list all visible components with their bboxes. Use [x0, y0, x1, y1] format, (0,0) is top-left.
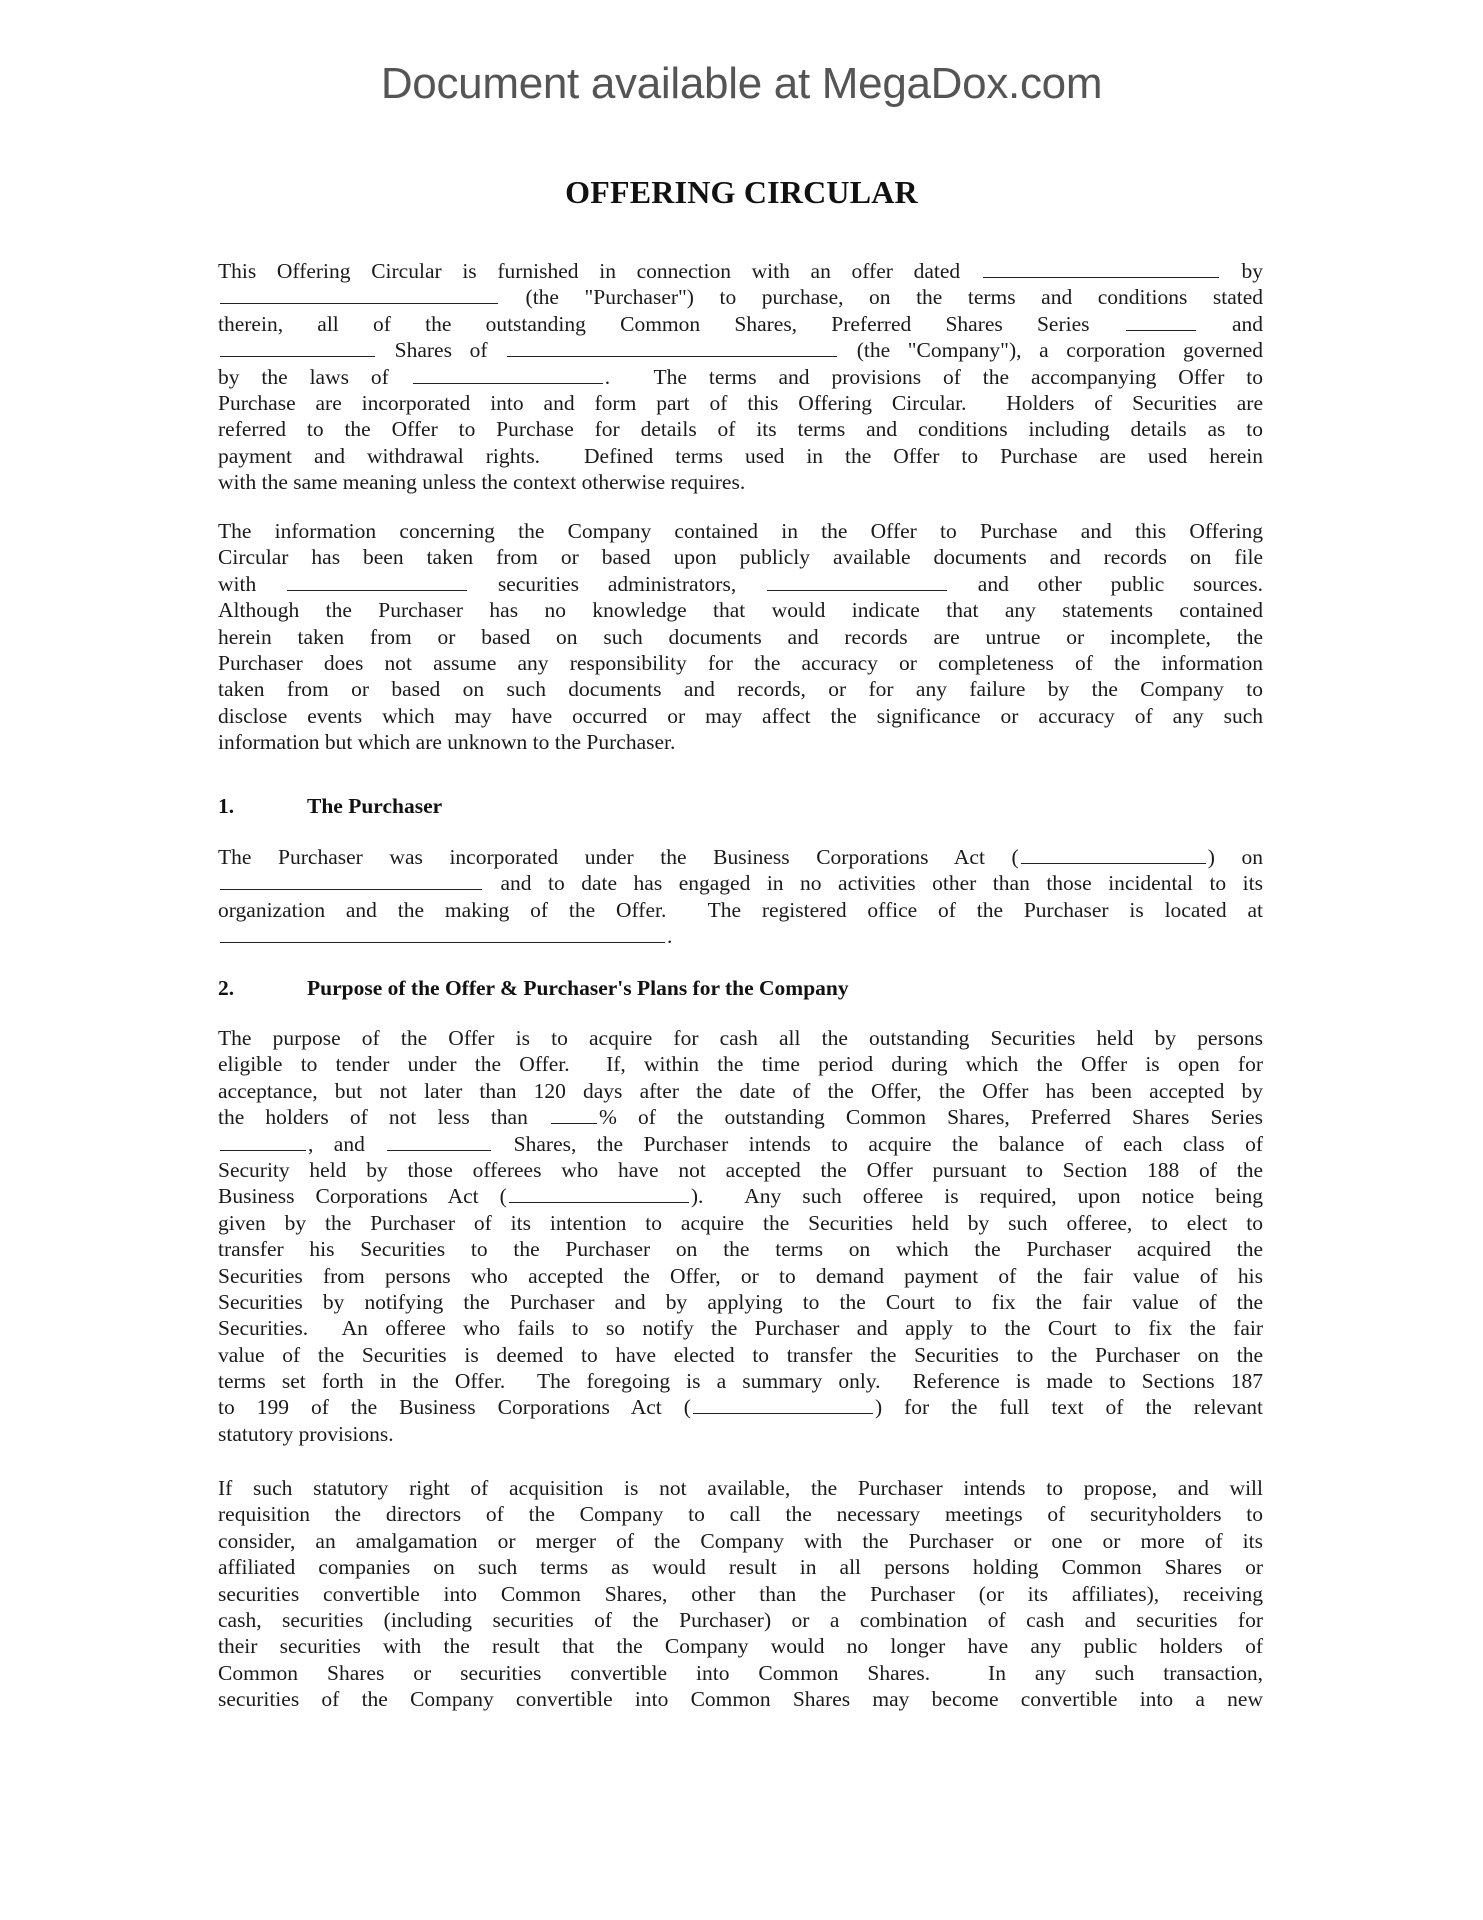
text-run: by the laws of — [218, 364, 411, 389]
text-run: taken from or based on such documents and records, or for any failure by the Company to — [218, 677, 1263, 702]
fill-in-blank[interactable] — [509, 1184, 689, 1203]
fill-in-blank[interactable] — [767, 572, 947, 591]
text-line — [218, 1342, 1263, 1368]
text-run: information but which are unknown to the Purchaser. — [218, 730, 676, 755]
text-run: by — [1220, 259, 1263, 283]
text-line — [218, 390, 1263, 416]
text-run: Although the Purchaser has no knowledge that would indicate that any statements contained — [218, 598, 1263, 623]
text-run: securities of the Company convertible into Common Shares may become convertible into a new — [218, 1687, 1263, 1712]
text-run: ) for the full text of the relevant — [874, 1395, 1263, 1420]
text-run: Purchase are incorporated into and form part of this Offering Circular. Holders of Securities are — [218, 390, 1263, 415]
text-run: their securities with the result that the Company would no longer have any public holders of — [218, 1634, 1263, 1659]
text-run: If such statutory right of acquisition is not available, the Purchaser intends to propose, and will — [218, 1476, 1263, 1500]
section-number: 1. — [218, 794, 235, 818]
text-line — [218, 518, 1263, 544]
text-run: therein, all of the outstanding Common Shares, Preferred Shares Series — [218, 311, 1124, 336]
text-run: , and — [308, 1131, 386, 1156]
paragraph-purchaser — [218, 844, 1263, 950]
text-line — [218, 676, 1263, 702]
paragraph-information — [218, 518, 1263, 756]
text-line — [218, 1157, 1263, 1183]
text-line — [218, 416, 1263, 442]
fill-in-blank[interactable] — [220, 1132, 306, 1151]
fill-in-blank[interactable] — [413, 365, 603, 384]
paragraph-intro — [218, 258, 1263, 496]
text-run: eligible to tender under the Offer. If, within the time period during which the Offer is open for — [218, 1052, 1263, 1077]
text-run: and — [1197, 311, 1263, 336]
text-run: Circular has been taken from or based upon publicly available documents and records on file — [218, 545, 1263, 570]
fill-in-blank[interactable] — [551, 1105, 597, 1124]
text-line — [218, 1501, 1263, 1527]
text-run: Shares, the Purchaser intends to acquire the balance of each class of — [493, 1131, 1263, 1156]
fill-in-blank[interactable] — [507, 338, 837, 357]
text-run: % of the outstanding Common Shares, Preferred Shares Series — [598, 1105, 1263, 1130]
fill-in-blank[interactable] — [220, 924, 665, 943]
text-line — [218, 258, 1263, 284]
text-line — [218, 364, 1263, 390]
text-line — [218, 1183, 1263, 1209]
text-run: . The terms and provisions of the accompanying Offer to — [604, 364, 1264, 389]
text-run: The purpose of the Offer is to acquire for cash all the outstanding Securities held by persons — [218, 1026, 1263, 1050]
text-run: with — [218, 571, 286, 596]
text-line — [218, 1421, 1263, 1447]
text-run: consider, an amalgamation or merger of the Company with the Purchaser or one or more of its — [218, 1528, 1263, 1553]
text-line — [218, 1633, 1263, 1659]
text-line — [218, 1528, 1263, 1554]
text-run: requisition the directors of the Company to call the necessary meetings of securityholders to — [218, 1502, 1263, 1527]
fill-in-blank[interactable] — [387, 1132, 491, 1151]
text-run: acceptance, but not later than 120 days after the date of the Offer, the Offer has been accepted by — [218, 1078, 1263, 1103]
text-line — [218, 571, 1263, 597]
text-run: herein taken from or based on such documents and records are untrue or incomplete, the — [218, 624, 1263, 649]
text-run: The Purchaser was incorporated under the Business Corporations Act ( — [218, 845, 1019, 869]
fill-in-blank[interactable] — [693, 1395, 873, 1414]
text-line — [218, 1686, 1263, 1712]
text-run: (the "Purchaser") to purchase, on the terms and conditions stated — [500, 285, 1263, 310]
text-run: The information concerning the Company contained in the Offer to Purchase and this Offering — [218, 519, 1263, 543]
section-number: 2. — [218, 976, 235, 1000]
text-run: securities convertible into Common Shares, other than the Purchaser (or its affiliates), receiving — [218, 1581, 1263, 1606]
text-line — [218, 870, 1263, 896]
text-run: securities administrators, — [469, 571, 765, 596]
text-run: organization and the making of the Offer. The registered office of the Purchaser is located at — [218, 897, 1263, 922]
text-line — [218, 1078, 1263, 1104]
text-run: value of the Securities is deemed to have elected to transfer the Securities to the Purchaser on the — [218, 1342, 1263, 1367]
text-run: . — [667, 924, 673, 949]
text-line — [218, 1263, 1263, 1289]
fill-in-blank[interactable] — [220, 338, 375, 357]
text-line — [218, 1210, 1263, 1236]
text-run: the holders of not less than — [218, 1105, 549, 1130]
text-line — [218, 544, 1263, 570]
text-line — [218, 469, 1263, 495]
text-line — [218, 844, 1263, 870]
text-line — [218, 1236, 1263, 1262]
text-line — [218, 1289, 1263, 1315]
text-line — [218, 1660, 1263, 1686]
text-run: Shares of — [377, 338, 506, 363]
text-line — [218, 729, 1263, 755]
fill-in-blank[interactable] — [1126, 312, 1196, 331]
text-run: This Offering Circular is furnished in connection with an offer dated — [218, 259, 981, 283]
text-line — [218, 1394, 1263, 1420]
text-line — [218, 1025, 1263, 1051]
text-run: Security held by those offerees who have not accepted the Offer pursuant to Section 188 of the — [218, 1157, 1263, 1182]
text-line — [218, 1554, 1263, 1580]
fill-in-blank[interactable] — [983, 259, 1219, 278]
text-run: ) on — [1207, 845, 1263, 869]
text-run: disclose events which may have occurred or may affect the significance or accuracy of any such — [218, 703, 1263, 728]
text-run: and other public sources. — [949, 571, 1263, 596]
text-run: statutory provisions. — [218, 1421, 394, 1446]
fill-in-blank[interactable] — [1021, 845, 1206, 864]
text-run: given by the Purchaser of its intention to acquire the Securities held by such offeree, to elect to — [218, 1210, 1263, 1235]
megadox-watermark: Document available at MegaDox.com — [380, 59, 1103, 108]
text-line — [218, 1104, 1263, 1130]
text-run: payment and withdrawal rights. Defined terms used in the Offer to Purchase are used herein — [218, 443, 1263, 468]
fill-in-blank[interactable] — [220, 285, 498, 304]
text-run: transfer his Securities to the Purchaser on the terms on which the Purchaser acquired the — [218, 1237, 1263, 1262]
text-run: Business Corporations Act ( — [218, 1184, 507, 1209]
text-line — [218, 1131, 1263, 1157]
text-run: with the same meaning unless the context otherwise requires. — [218, 470, 746, 495]
text-run: cash, securities (including securities of the Purchaser) or a combination of cash and securities for — [218, 1607, 1263, 1632]
fill-in-blank[interactable] — [220, 871, 482, 890]
paragraph-statutory-right — [218, 1475, 1263, 1713]
text-line — [218, 597, 1263, 623]
text-line — [218, 443, 1263, 469]
text-run: and to date has engaged in no activities other than those incidental to its — [484, 871, 1263, 896]
text-line — [218, 1051, 1263, 1077]
text-line — [218, 1368, 1263, 1394]
text-line — [218, 1315, 1263, 1341]
text-line — [218, 624, 1263, 650]
text-run: Securities from persons who accepted the Offer, or to demand payment of the fair value of his — [218, 1263, 1263, 1288]
text-run: terms set forth in the Offer. The foregoing is a summary only. Reference is made to Sections 187 — [218, 1369, 1263, 1394]
text-line — [218, 1607, 1263, 1633]
text-run: ). Any such offeree is required, upon notice being — [690, 1184, 1263, 1209]
text-line — [218, 923, 1263, 949]
text-run: Common Shares or securities convertible into Common Shares. In any such transaction, — [218, 1660, 1263, 1685]
text-run: Securities. An offeree who fails to so notify the Purchaser and apply to the Court to fix the fair — [218, 1316, 1263, 1341]
text-line — [218, 703, 1263, 729]
text-line — [218, 1475, 1263, 1501]
paragraph-purpose — [218, 1025, 1263, 1447]
fill-in-blank[interactable] — [287, 572, 467, 591]
text-line — [218, 311, 1263, 337]
text-run: to 199 of the Business Corporations Act ( — [218, 1395, 691, 1420]
text-line — [218, 897, 1263, 923]
section-title: Purpose of the Offer & Purchaser's Plans for the Company — [307, 976, 849, 1000]
text-line — [218, 284, 1263, 310]
text-run: Purchaser does not assume any responsibility for the accuracy or completeness of the information — [218, 650, 1263, 675]
section-title: The Purchaser — [307, 794, 443, 818]
document-title: OFFERING CIRCULAR — [565, 174, 918, 210]
text-run: referred to the Offer to Purchase for details of its terms and conditions including details as to — [218, 417, 1263, 442]
text-line — [218, 650, 1263, 676]
text-run: Securities by notifying the Purchaser and by applying to the Court to fix the fair value of the — [218, 1289, 1263, 1314]
text-run: affiliated companies on such terms as would result in all persons holding Common Shares or — [218, 1555, 1263, 1580]
text-line — [218, 1581, 1263, 1607]
text-run: (the "Company"), a corporation governed — [839, 338, 1263, 363]
text-line — [218, 337, 1263, 363]
